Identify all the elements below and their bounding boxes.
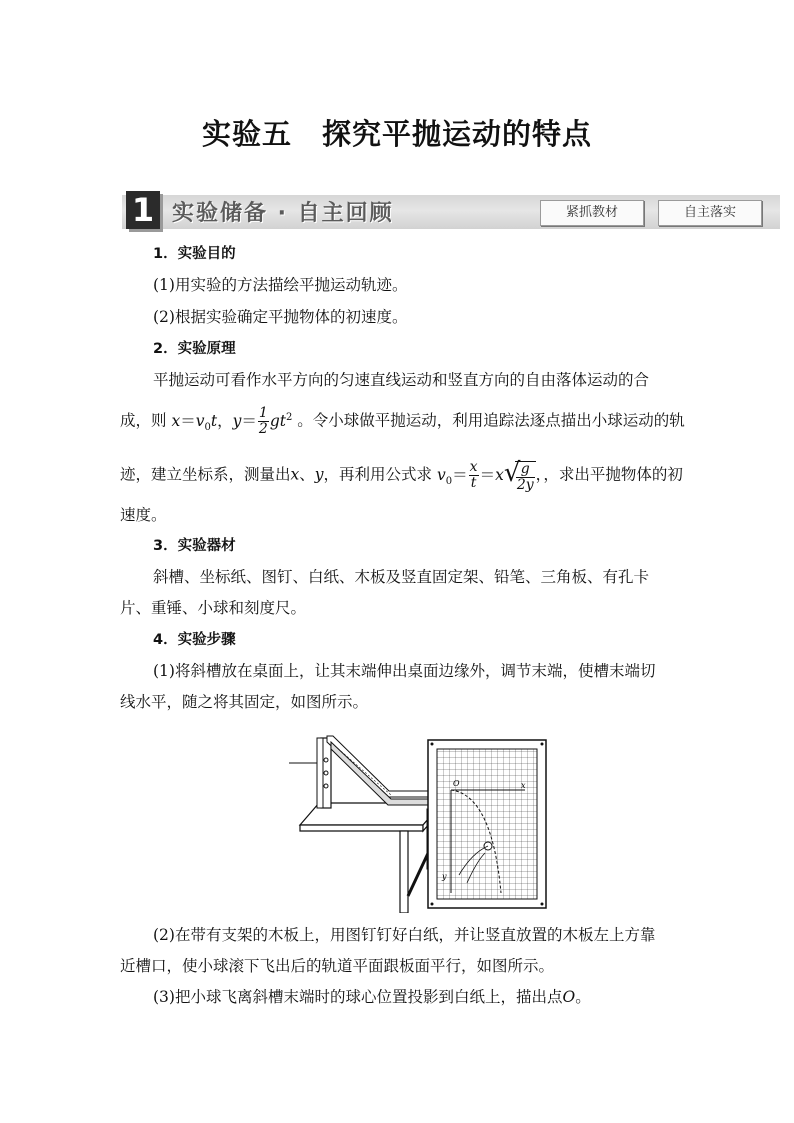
label-x-axis: x	[521, 781, 526, 790]
step-3-text: (3)把小球飞离斜槽末端时的球心位置投影到白纸上，描出点	[153, 988, 563, 1006]
step-1-line-2: 线水平，随之将其固定，如图所示。	[120, 693, 369, 711]
page-title: 实验五 探究平抛运动的特点	[201, 117, 593, 151]
label-origin: O	[453, 779, 460, 788]
step-3-line: (3)把小球飞离斜槽末端时的球心位置投影到白纸上，描出点O。	[153, 988, 591, 1006]
step-2-line-1: (2)在带有支架的木板上，用图钉钉好白纸，并让竖直放置的木板左上方靠	[153, 926, 656, 944]
principle-line-1: 平抛运动可看作水平方向的匀速直线运动和竖直方向的自由落体运动的合	[153, 371, 650, 389]
principle-text-3b: ，再利用公式求	[323, 465, 433, 484]
equipment-line-1: 斜槽、坐标纸、图钉、白纸、木板及竖直固定架、铅笔、三角板、有孔卡	[153, 568, 650, 586]
variables-xy: x、y	[290, 465, 324, 484]
tag-textbook: 紧抓教材	[540, 200, 644, 226]
heading-steps: 4．实验步骤	[153, 632, 236, 648]
step-1-line-1: (1)将斜槽放在桌面上，让其末端伸出桌面边缘外，调节末端，使槽末端切	[153, 662, 656, 680]
equation-motion: $x=v_0t$，y＝ $\frac{1}{2}$ $gt^2$	[171, 405, 293, 437]
principle-text-3a: 迹，建立坐标系，测量出	[120, 465, 291, 484]
table	[289, 763, 442, 913]
equation-velocity: $v_0=$ $\frac{x}{t}$ ＝x √ $\frac{g}{2y}$	[437, 458, 534, 493]
heading-principle: 2．实验原理	[153, 341, 236, 357]
heading-purpose: 1．实验目的	[153, 246, 236, 262]
principle-text-2a: 成，则	[120, 411, 167, 430]
apparatus-figure	[287, 733, 552, 913]
purpose-item-1: (1)用实验的方法描绘平抛运动轨迹。	[153, 276, 408, 294]
principle-text-3c: ，求出平抛物体的初	[543, 465, 683, 484]
section-banner	[122, 193, 780, 232]
purpose-item-2: (2)根据实验确定平抛物体的初速度。	[153, 308, 408, 326]
section-number-badge: 1	[126, 191, 160, 229]
tag-self-study: 自主落实	[658, 200, 762, 226]
principle-line-4: 速度。	[120, 506, 167, 524]
step-2-line-2: 近槽口，使小球滚下飞出后的轨道平面跟板面平行，如图所示。	[120, 957, 555, 975]
principle-line-3: 迹，建立坐标系，测量出x、y，再利用公式求 $v_0=$ $\frac{x}{t}$ ＝x √ $\frac{g}{2y}$ ，，求出平抛物体的初	[120, 458, 683, 493]
principle-text-2b: 。令小球做平抛运动，利用追踪法逐点描出小球运动的轨	[297, 411, 685, 430]
heading-equipment: 3．实验器材	[153, 538, 236, 554]
principle-line-2	[120, 406, 685, 438]
grid-board	[428, 740, 546, 908]
point-o-label: O	[562, 988, 576, 1006]
chute	[317, 736, 437, 808]
section-banner-title: 实验储备 · 自主回顾	[172, 201, 394, 226]
label-y-axis: y	[442, 872, 447, 881]
equipment-line-2: 片、重锤、小球和刻度尺。	[120, 599, 307, 617]
